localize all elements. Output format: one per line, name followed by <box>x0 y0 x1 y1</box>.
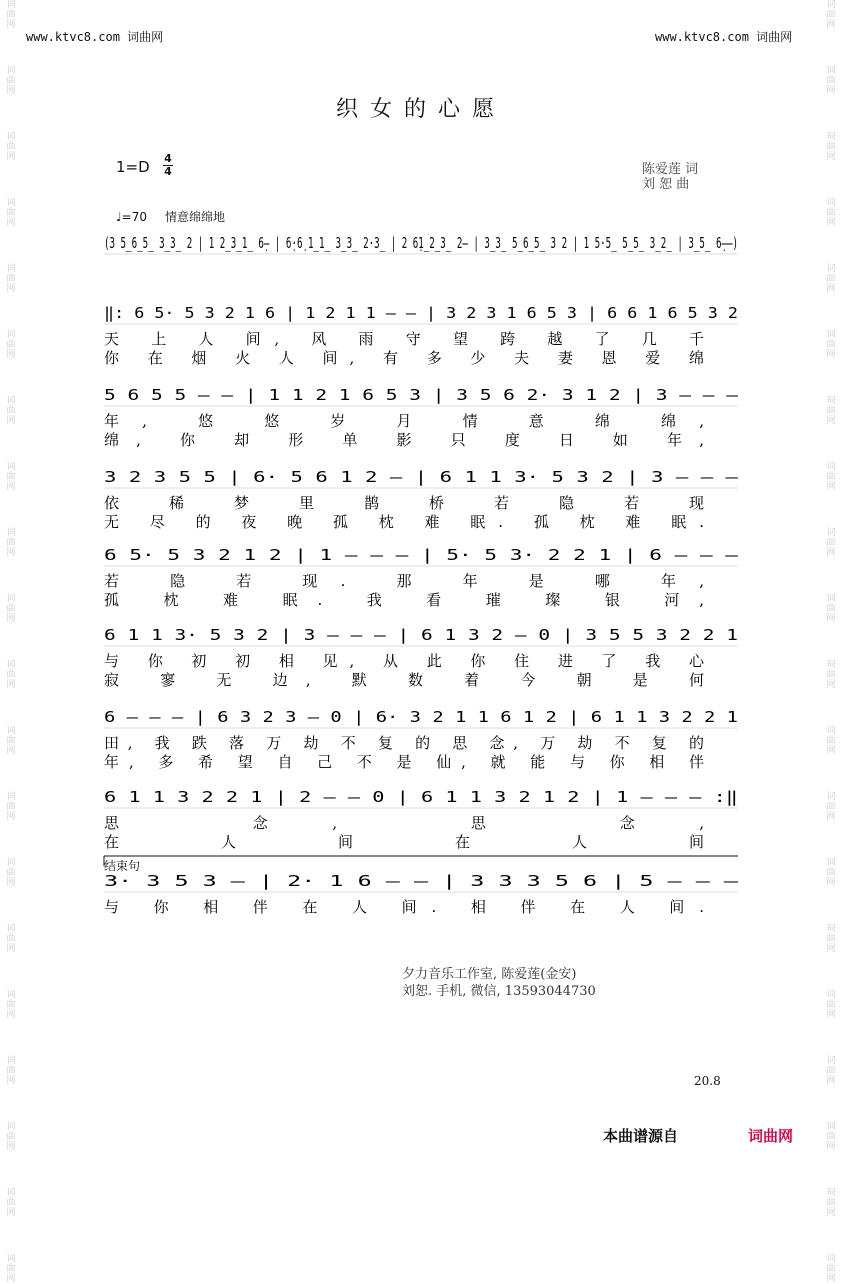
source-label: 本曲谱源自 <box>603 1127 679 1145</box>
watermark-mark: 词 曲 网 <box>6 1056 16 1086</box>
watermark-mark: 词 曲 网 <box>826 858 836 888</box>
watermark-mark: 词 曲 网 <box>6 1188 16 1218</box>
watermark-mark: 词 曲 网 <box>826 924 836 954</box>
watermark-mark: 词 曲 网 <box>826 66 836 96</box>
watermark-mark: 词 曲 网 <box>826 594 836 624</box>
lyric-line: 在 人 间 在 人 间 <box>104 833 704 851</box>
watermark-mark: 词 曲 网 <box>826 660 836 690</box>
lyric-line: 孤 枕 难 眠. 我 看 璀 璨 银 河, <box>104 591 704 609</box>
notation-line: 6 1 1 3· 5 3 2 | 3 – – – | 6 1 3 2 – 0 | 3 5 5 3 2 2 1 <box>104 626 738 644</box>
notation-line: ‖: 6 5· 5 3 2 1 6 | 1 2 1 1 – – | 3 2 3 1 6 5 3 | 6 6 1 6 5 3 2 <box>104 304 738 322</box>
time-signature-top: 4 <box>164 152 172 165</box>
watermark-mark: 词 曲 网 <box>6 858 16 888</box>
notation-line: 6 – – – | 6 3 2 3 – 0 | 6· 3 2 1 1 6 1 2 | 6 1 1 3 2 2 1 <box>104 708 738 726</box>
watermark-mark: 词 曲 网 <box>6 264 16 294</box>
watermark-mark: 词 曲 网 <box>826 198 836 228</box>
watermark-mark: 词 曲 网 <box>826 792 836 822</box>
lyric-line: 天 上 人 间, 风 雨 守 望 跨 越 了 几 千 <box>104 330 704 348</box>
notation-line: 5 6 5 5 – – | 1 1 2 1 6 5 3 | 3 5 6 2· 3 1 2 | 3 – – – <box>104 386 740 404</box>
lyric-line: 与 你 初 初 相 见, 从 此 你 住 进 了 我 心 <box>104 652 705 670</box>
watermark-mark: 词 曲 网 <box>6 0 16 30</box>
header-url-left: www.ktvc8.com 词曲网 <box>26 30 164 44</box>
watermark-mark: 词 曲 网 <box>6 924 16 954</box>
lyricist-credit: 陈爱莲 词 <box>642 162 699 177</box>
watermark-mark: 词 曲 网 <box>826 1188 836 1218</box>
watermark-mark: 词 曲 网 <box>6 594 16 624</box>
header-url-right: www.ktvc8.com 词曲网 <box>655 30 793 44</box>
watermark-mark: 词 曲 网 <box>826 330 836 360</box>
watermark-mark: 词 曲 网 <box>826 462 836 492</box>
watermark-mark: 词 曲 网 <box>6 198 16 228</box>
lyric-line: 年, 悠 悠 岁 月 情 意 绵 绵, <box>104 412 704 430</box>
notation-line: 3· 3 5 3 – | 2· 1 6 – – | 3 3 3 5 6 | 5 – – – <box>104 872 740 890</box>
footer-line-1: 夕力音乐工作室, 陈爱莲(金安) <box>402 967 577 982</box>
lyric-line: 与 你 相 伴 在 人 间. 相 伴 在 人 间. <box>104 898 704 916</box>
watermark-mark: 词 曲 网 <box>6 726 16 756</box>
watermark-mark: 词 曲 网 <box>826 1056 836 1086</box>
lyric-line: 若 隐 若 现. 那 年 是 哪 年, <box>104 572 704 590</box>
watermark-mark: 词 曲 网 <box>6 528 16 558</box>
ending-label: 结束句 <box>104 859 141 873</box>
notation-line: 6 1 1 3 2 2 1 | 2 – – 0 | 6 1 1 3 2 1 2 | 1 – – – :‖ <box>104 788 738 806</box>
composer-credit: 刘 恕 曲 <box>642 177 690 192</box>
notation-line: (3 5̲6̲5̲ 3̲3̲ 2 | 1 2̲3̲1̲ 6̣– | 6̣·6̣ 1̲1̲ 3̲3̲ 2·3̲ | 2 6̣1̲2̲3̲ 2– | 3̲3̲ 5̲6̲5̲ 3 2 | 1 5·5̲ 5̲5̲ 3̲2̲ | 3̲5̲ 6̣––) <box>104 234 738 252</box>
watermark-mark: 词 曲 网 <box>6 660 16 690</box>
notation-line: 3 2 3 5 5 | 6· 5 6 1 2 – | 6 1 1 3· 5 3 2 | 3 – – – <box>104 468 740 486</box>
watermark-mark: 词 曲 网 <box>6 462 16 492</box>
watermark-mark: 词 曲 网 <box>6 1122 16 1152</box>
source-site: 词曲网 <box>748 1127 794 1145</box>
watermark-mark: 词 曲 网 <box>6 1254 16 1284</box>
footer-contact <box>402 966 596 1000</box>
watermark-mark: 词 曲 网 <box>826 1254 836 1284</box>
lyric-line: 无 尽 的 夜 晚 孤 枕 难 眠. 孤 枕 难 眠. <box>104 513 705 531</box>
lyric-line: 你 在 烟 火 人 间, 有 多 少 夫 妻 恩 爱 绵 <box>104 349 705 367</box>
lyric-line: 依 稀 梦 里 鹊 桥 若 隐 若 现 <box>104 494 705 512</box>
date: 20.8 <box>694 1074 721 1088</box>
expression-marking: 情意绵绵地 <box>164 210 225 224</box>
watermark-mark: 词 曲 网 <box>826 264 836 294</box>
watermark-mark: 词 曲 网 <box>6 330 16 360</box>
watermark-mark: 词 曲 网 <box>826 990 836 1020</box>
time-signature-bottom: 4 <box>164 165 172 178</box>
lyric-line: 绵, 你 却 形 单 影 只 度 日 如 年, <box>104 431 704 449</box>
watermark-mark: 词 曲 网 <box>826 528 836 558</box>
watermark-mark: 词 曲 网 <box>826 132 836 162</box>
watermark-mark: 词 曲 网 <box>826 396 836 426</box>
watermark-mark: 词 曲 网 <box>6 396 16 426</box>
notation-line: 6 5· 5 3 2 1 2 | 1 – – – | 5· 5 3· 2 2 1 | 6 – – – <box>104 546 740 564</box>
footer-line-2: 刘恕. 手机, 微信, 13593044730 <box>402 984 596 999</box>
watermark-mark: 词 曲 网 <box>826 1122 836 1152</box>
watermark-mark: 词 曲 网 <box>826 726 836 756</box>
watermark-mark: 词 曲 网 <box>6 132 16 162</box>
watermark-mark: 词 曲 网 <box>6 792 16 822</box>
watermark-mark: 词 曲 网 <box>6 66 16 96</box>
key-signature: 1=D <box>116 158 150 176</box>
tempo-marking: ♩=70 <box>116 210 147 224</box>
lyric-line: 思 念, 思 念, <box>104 814 704 832</box>
lyric-line: 寂 寥 无 边, 默 数 着 今 朝 是 何 <box>104 671 704 689</box>
song-title: 织女的心愿 <box>335 97 506 122</box>
watermark-mark: 词 曲 网 <box>826 0 836 30</box>
watermark-mark: 词 曲 网 <box>6 990 16 1020</box>
lyric-line: 年, 多 希 望 自 己 不 是 仙, 就 能 与 你 相 伴 <box>104 753 704 771</box>
lyric-line: 田, 我 跌 落 万 劫 不 复 的 思 念, 万 劫 不 复 的 <box>104 734 704 752</box>
